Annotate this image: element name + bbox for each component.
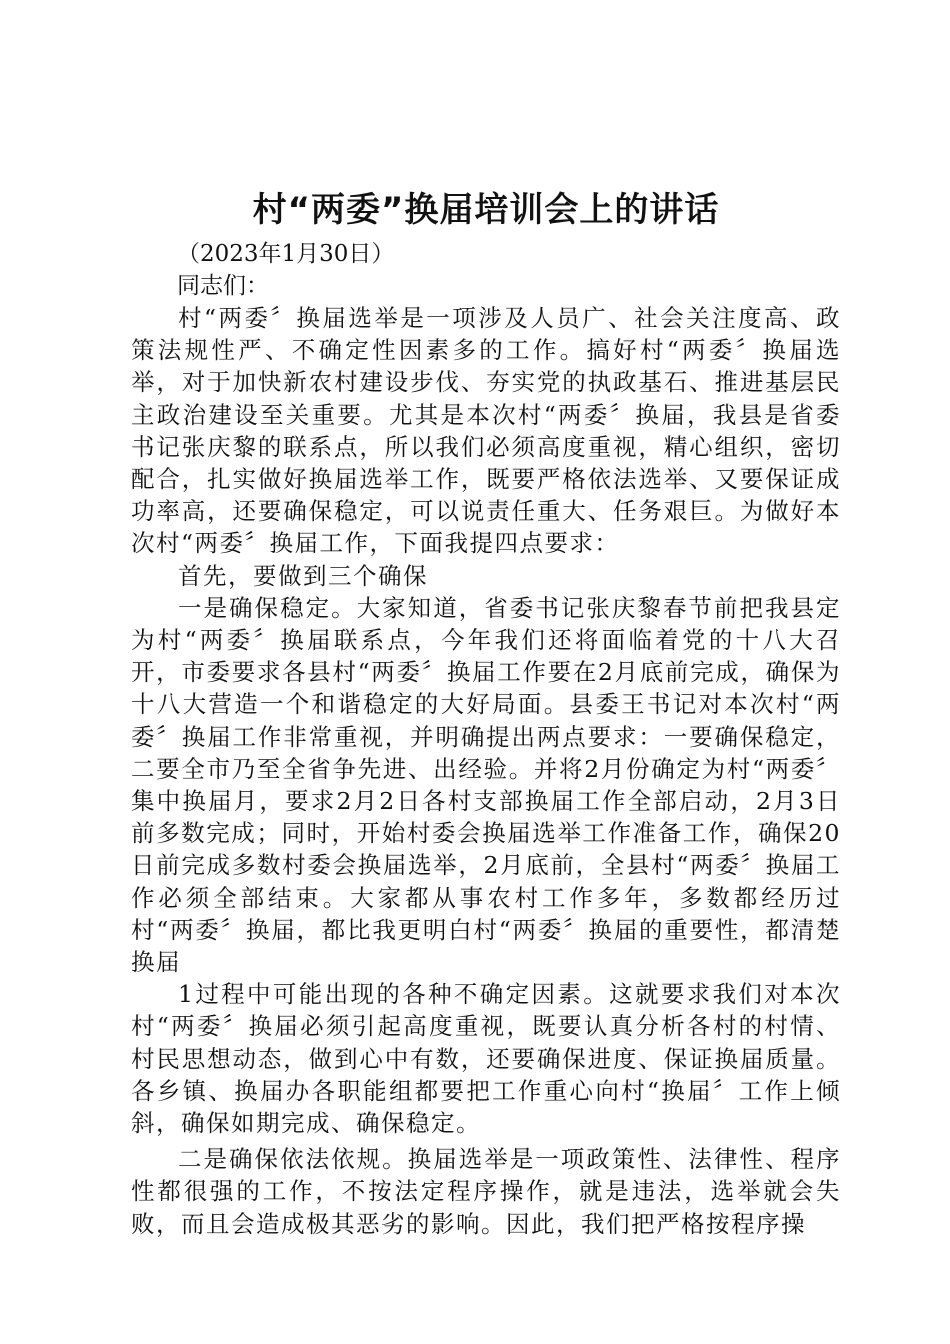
- paragraph-stability: 一是确保稳定。大家知道，省委书记张庆黎春节前把我县定为村“两委〞换届联系点，今年我们还将面临着党的十八大召开，市委要求各县村“两委〞换届工作要在2月底前完成，确保为十八大营造一个和谐稳定的大好局面。县委王书记对本次村“两委〞换届工作非常重视，并明确提出两点要求：一要确保稳定，二要全市乃至全省争先进、出经验。并将2月份确定为村“两委〞集中换届月，要求2月2日各村支部换届工作全部启动，2月3日前多数完成；同时，开始村委会换届选举工作准备工作，确保20日前完成多数村委会换届选举，2月底前，全县村“两委〞换届工作必须全部结束。大家都从事农村工作多年，多数都经历过村“两委〞换届，都比我更明白村“两委〞换届的重要性，都清楚换届: [131, 593, 841, 977]
- paragraph-heading-first: 首先，要做到三个确保: [178, 561, 428, 590]
- paragraph-legal: 二是确保依法依规。换届选举是一项政策性、法律性、程序性都很强的工作，不按法定程序操作，就是违法，选举就会失败，而且会造成极其恶劣的影响。因此，我们把严格按程序操: [131, 1145, 841, 1238]
- document-page: [131, 184, 841, 1240]
- paragraph-uncertainty: 1过程中可能出现的各种不确定因素。这就要求我们对本次村“两委〞换届必须引起高度重视，既要认真分析各村的村情、村民思想动态，做到心中有数，还要确保进度、保证换届质量。各乡镇、换届办各职能组都要把工作重心向村“换届〞工作上倾斜，确保如期完成、确保稳定。: [131, 980, 841, 1138]
- speech-date: （2023年1月30日）: [177, 241, 395, 267]
- paragraph-intro: 村“两委〞换届选举是一项涉及人员广、社会关注度高、政策法规性严、不确定性因素多的工作。搞好村“两委〞换届选举，对于加快新农村建设步伐、夯实党的执政基石、推进基层民主政治建设至关重要。尤其是本次村“两委〞换届，我县是省委书记张庆黎的联系点，所以我们必须高度重视，精心组织，密切配合，扎实做好换届选举工作，既要严格依法选举、又要保证成功率高，还要确保稳定，可以说责任重大、任务艰巨。为做好本次村“两委〞换届工作，下面我提四点要求：: [131, 304, 841, 558]
- salutation: 同志们：: [177, 273, 269, 299]
- document-title: 村“两委”换届培训会上的讲话: [252, 190, 720, 230]
